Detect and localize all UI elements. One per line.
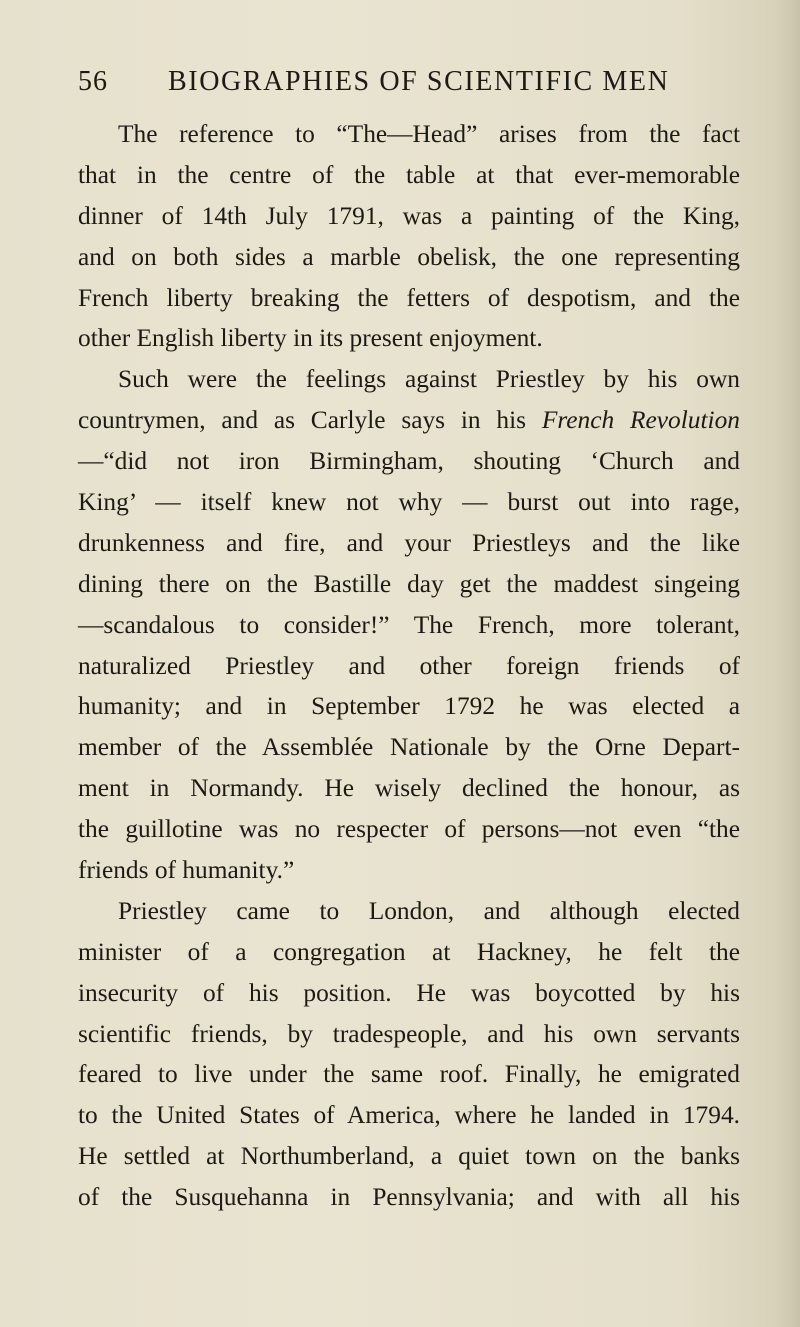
italic-title: French Revolution: [541, 406, 740, 435]
text-line: The reference to “The—Head” arises from the fact: [118, 120, 740, 148]
text-line: dinner of 14th July 1791, was a painting of the King,: [78, 201, 740, 230]
text-line: ment in Normandy. He wisely declined the honour, as: [78, 774, 740, 803]
text-line: other English liberty in its present enjoyment.: [78, 324, 543, 353]
text-line: member of the Assemblée Nationale by the Orne Depart-: [78, 733, 740, 762]
page-header: [0, 66, 800, 106]
text-line: [78, 400, 740, 441]
text-line: the guillotine was no respecter of persons—not even “the: [78, 815, 740, 844]
page-number: 56: [78, 66, 108, 97]
text-line: drunkenness and fire, and your Priestleys and the like: [78, 528, 740, 557]
text-line: naturalized Priestley and other foreign friends of: [78, 651, 740, 680]
text-line: Such were the feelings against Priestley by his own: [118, 365, 740, 394]
text-line: —“did not iron Birmingham, shouting ‘Church and: [78, 447, 740, 476]
text-line: minister of a congregation at Hackney, he felt the: [78, 937, 740, 966]
body-text: [78, 114, 740, 1218]
text-line: feared to live under the same roof. Finally, he emigrated: [78, 1060, 740, 1089]
text-line: that in the centre of the table at that ever-memorable: [78, 160, 740, 189]
text-line: to the United States of America, where he landed in 1794.: [78, 1101, 740, 1130]
text-line: Priestley came to London, and although elected: [118, 896, 740, 925]
text-line: friends of humanity.”: [78, 856, 295, 885]
text-line: King’ — itself knew not why — burst out into rage,: [78, 488, 740, 517]
text-run: countrymen, and as Carlyle says in his: [78, 406, 542, 435]
text-line: He settled at Northumberland, a quiet town on the banks: [78, 1142, 740, 1171]
text-line: and on both sides a marble obelisk, the one representing: [78, 242, 740, 271]
text-line: —scandalous to consider!” The French, more tolerant,: [78, 610, 740, 639]
text-line: dining there on the Bastille day get the maddest singeing: [78, 569, 740, 598]
text-line: insecurity of his position. He was boycotted by his: [78, 978, 740, 1007]
text-line: scientific friends, by tradespeople, and his own servants: [78, 1019, 740, 1048]
text-line: of the Susquehanna in Pennsylvania; and with all his: [78, 1183, 740, 1212]
running-title: BIOGRAPHIES OF SCIENTIFIC MEN: [168, 66, 670, 97]
text-line: humanity; and in September 1792 he was elected a: [78, 692, 740, 721]
text-line: French liberty breaking the fetters of despotism, and the: [78, 283, 740, 312]
